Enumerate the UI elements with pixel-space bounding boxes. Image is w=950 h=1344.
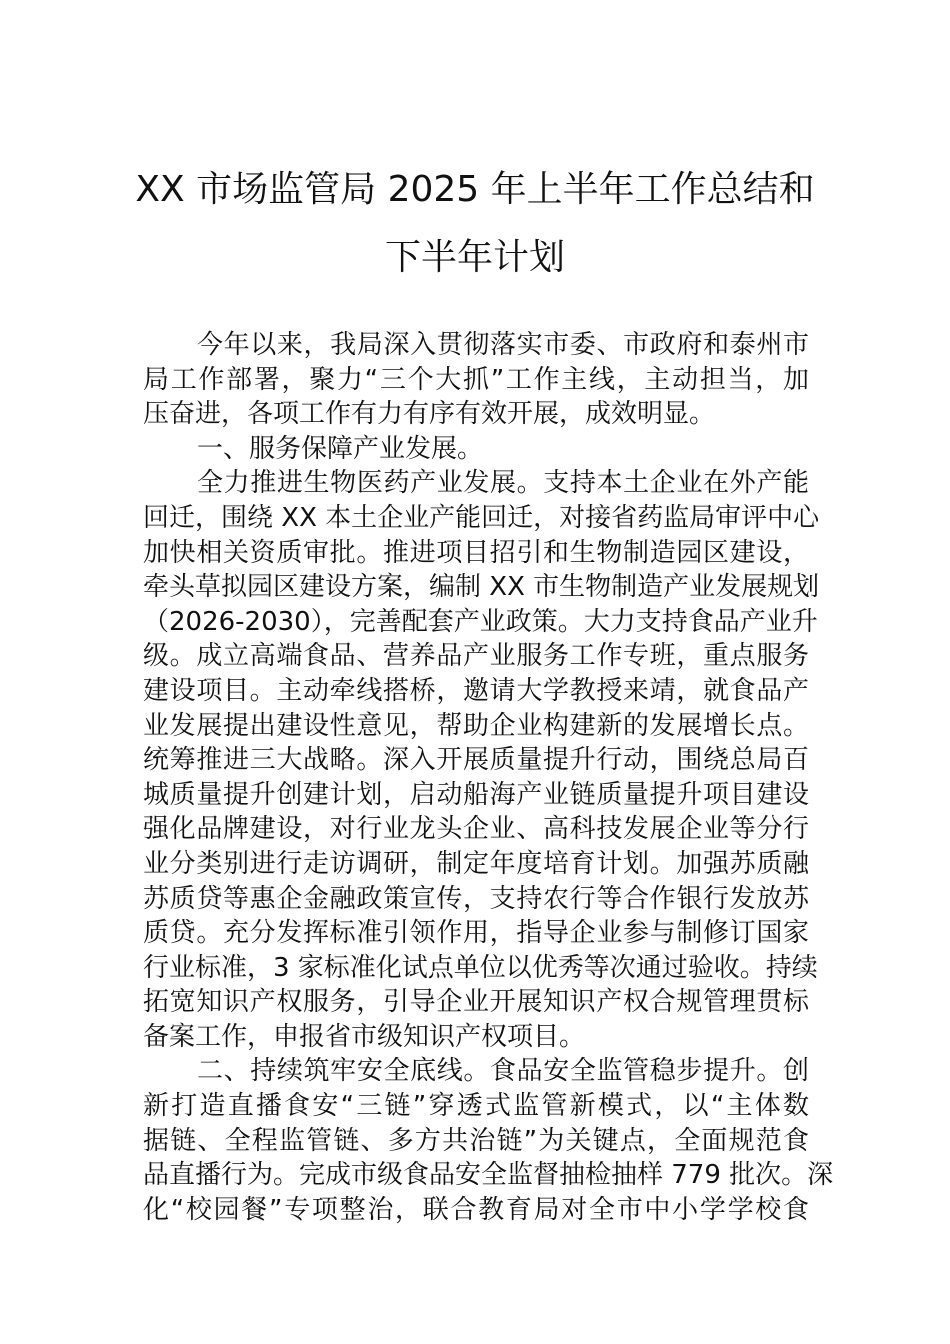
body-text-line: 备案工作，申报省市级知识产权项目。: [143, 1021, 586, 1052]
body-text-line: 今年以来，我局深入贯彻落实市委、市政府和泰州市: [197, 330, 809, 360]
body-text-line: 业分类别进行走访调研，制定年度培育计划。加强苏质融: [143, 848, 809, 879]
body-text-line: 质贷。充分发挥标准引领作用，指导企业参与制修订国家: [143, 918, 809, 949]
body-text-line: 级。成立高端食品、营养品产业服务工作专班，重点服务: [143, 641, 809, 672]
document-body: [143, 328, 834, 1227]
body-text-line: 一、服务保障产业发展。: [197, 433, 484, 464]
body-text-line: 建设项目。主动牵线搭桥，邀请大学教授来靖，就食品产: [143, 675, 809, 706]
body-text-line: 牵头草拟园区建设方案，编制 XX 市生物制造产业发展规划: [143, 572, 820, 603]
body-text-line: 回迁，围绕 XX 本土企业产能回迁，对接省药监局审评中心: [143, 502, 820, 533]
body-text-line: 城质量提升创建计划，启动船海产业链质量提升项目建设: [143, 779, 809, 810]
body-text-line: 品直播行为。完成市级食品安全监督抽检抽样 779 批次。深: [143, 1160, 834, 1191]
body-text-line: 行业标准，3 家标准化试点单位以优秀等次通过验收。持续: [143, 952, 818, 983]
body-text-line: 强化品牌建设，对行业龙头企业、高科技发展企业等分行: [143, 814, 809, 845]
body-text-line: 局工作部署，聚力“三个大抓”工作主线，主动担当，加: [143, 364, 809, 395]
body-text-line: 苏质贷等惠企金融政策宣传，支持农行等合作银行发放苏: [143, 883, 809, 914]
body-text-line: 压奋进，各项工作有力有序有效开展，成效明显。: [143, 399, 716, 430]
document-title-line-2: 下半年计划: [384, 237, 565, 278]
document-title-line-1: XX 市场监管局 2025 年上半年工作总结和: [135, 169, 815, 210]
body-text-line: 化“校园餐”专项整治，联合教育局对全市中小学学校食: [143, 1194, 809, 1225]
body-text-line: （2026-2030），完善配套产业政策。大力支持食品产业升: [143, 606, 818, 637]
body-text-line: 业发展提出建设性意见，帮助企业构建新的发展增长点。: [143, 710, 809, 741]
body-text-line: 拓宽知识产权服务，引导企业开展知识产权合规管理贯标: [143, 987, 809, 1018]
body-text-line: 二、持续筑牢安全底线。食品安全监管稳步提升。创: [197, 1056, 809, 1087]
body-text-line: 统筹推进三大战略。深入开展质量提升行动，围绕总局百: [143, 745, 809, 776]
body-text-line: 据链、全程监管链、多方共治链”为关键点，全面规范食: [143, 1125, 809, 1156]
body-text-line: 加快相关资质审批。推进项目招引和生物制造园区建设，: [143, 537, 809, 568]
body-text-line: 新打造直播食安“三链”穿透式监管新模式，以“主体数: [143, 1091, 809, 1122]
body-text-line: 全力推进生物医药产业发展。支持本土企业在外产能: [197, 468, 809, 499]
